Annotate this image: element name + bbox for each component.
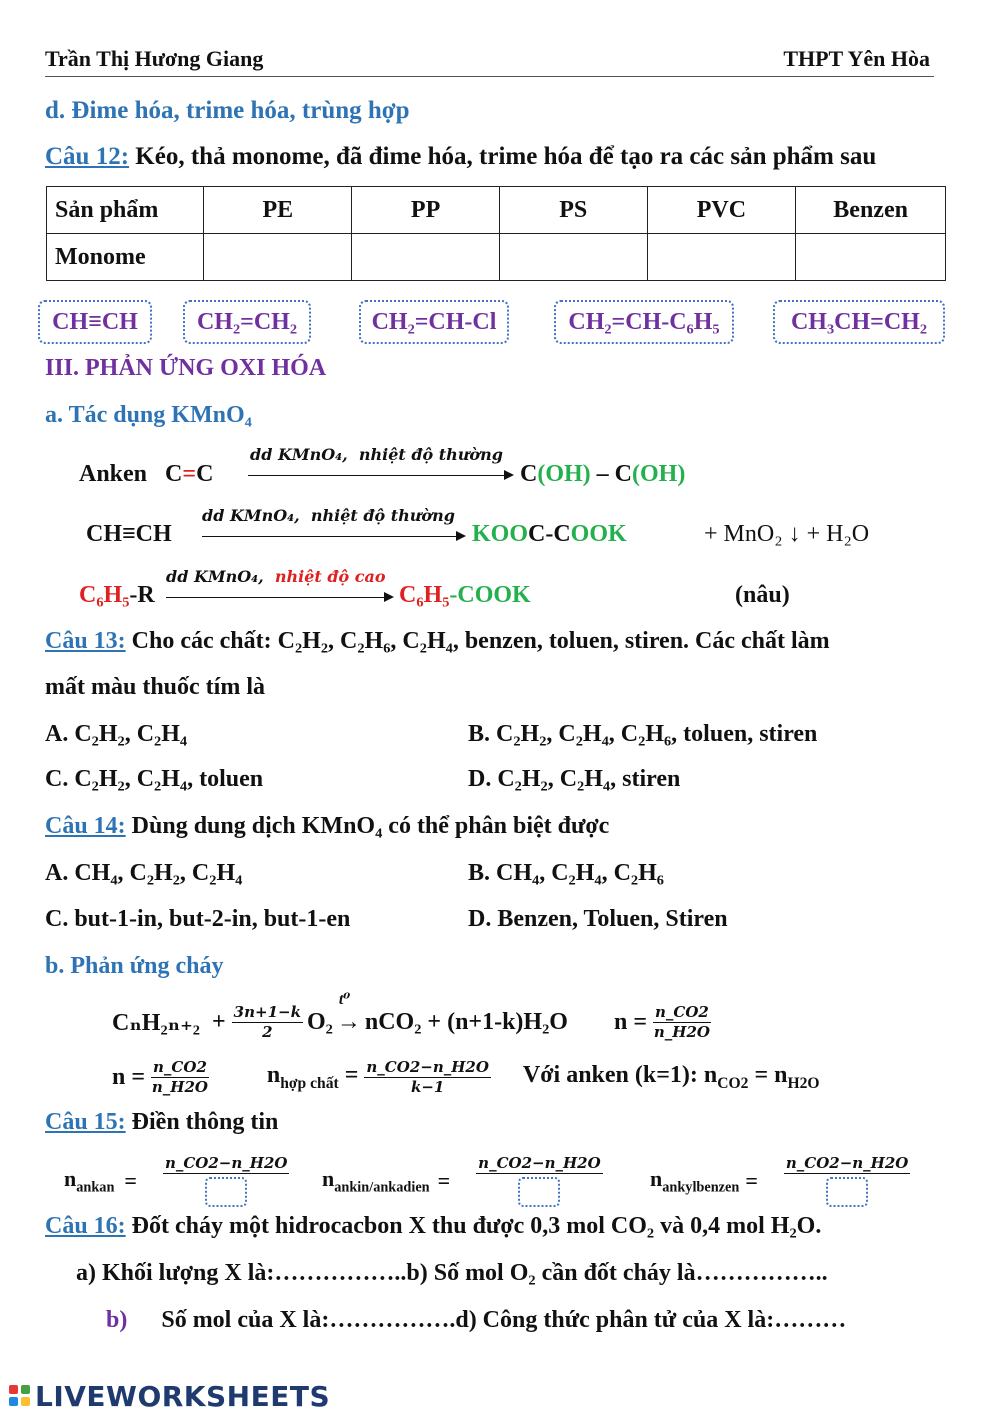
section-b-heading: b. Phản ứng cháy bbox=[45, 953, 224, 979]
formula-row bbox=[112, 1052, 820, 1102]
combustion-n-num: n_CO2 bbox=[655, 1002, 709, 1021]
combustion-coef bbox=[232, 1002, 303, 1041]
section-d-heading: d. Đime hóa, trime hóa, trùng hợp bbox=[45, 97, 410, 124]
combustion-temp: t⁰ bbox=[338, 990, 351, 1008]
combustion-o2: O₂ bbox=[306, 1008, 333, 1035]
drag-chip-ethyne[interactable]: CH≡CH bbox=[38, 300, 152, 344]
q14-prompt bbox=[45, 813, 609, 840]
q13-label: Câu 13: bbox=[45, 628, 126, 654]
q15-n-ankylbenzen: n bbox=[650, 1165, 663, 1191]
q15-frac-ankin bbox=[476, 1153, 603, 1207]
section-iii-heading: III. PHẢN ỨNG OXI HÓA bbox=[45, 355, 327, 381]
reaction-3-p-rest: -COOK bbox=[449, 582, 531, 608]
formula-nhc-label: n bbox=[266, 1061, 281, 1088]
combustion-arrow-wrap bbox=[336, 990, 361, 1036]
table-row bbox=[47, 187, 946, 234]
combustion-n-den: n_H2O bbox=[653, 1022, 710, 1041]
formula-anken-text: Với anken (k=1): n bbox=[522, 1061, 718, 1088]
q16-line-b-label: b) bbox=[106, 1307, 128, 1333]
footer-logo bbox=[8, 1380, 330, 1413]
q15-sub-ankylbenzen: ankylbenzen bbox=[662, 1179, 740, 1196]
q15-item-ankin bbox=[322, 1150, 603, 1212]
section-a-heading: a. Tác dụng KMnO₄ bbox=[45, 402, 252, 428]
q12-table bbox=[46, 186, 946, 281]
combustion-lhs: CₙH₂ₙ₊₂ bbox=[112, 1010, 200, 1036]
drag-chip-propene[interactable]: CH₃CH=CH₂ bbox=[773, 300, 945, 344]
q15-blank-ankylbenzen[interactable] bbox=[826, 1177, 868, 1207]
reaction-1-condition bbox=[250, 445, 503, 464]
combustion-n-eq: n = bbox=[613, 1008, 647, 1035]
combustion-coef-den: 2 bbox=[262, 1022, 273, 1041]
q15-text: Điền thông tin bbox=[125, 1109, 279, 1135]
q12-label: Câu 12: bbox=[45, 143, 130, 170]
reaction-2-side-products: + MnO₂ ↓ + H₂O bbox=[704, 521, 870, 547]
reaction-1-p4: (OH) bbox=[632, 461, 686, 487]
q15-n-ankin: n bbox=[322, 1165, 335, 1191]
q15-sub-ankin: ankin/ankadien bbox=[334, 1179, 430, 1196]
reaction-3-arrow-icon bbox=[166, 597, 392, 598]
formula-n-num: n_CO2 bbox=[153, 1057, 207, 1076]
q14-text: Dùng dung dịch KMnO₄ có thể phân biệt được bbox=[125, 813, 610, 839]
q15-label: Câu 15: bbox=[45, 1109, 126, 1135]
q14-option-a[interactable]: A. CH₄, C₂H₂, C₂H₄ bbox=[45, 860, 243, 886]
q14-option-c[interactable]: C. but-1-in, but-2-in, but-1-en bbox=[45, 906, 351, 932]
reaction-3-reactant bbox=[79, 582, 155, 609]
drop-zone-pe[interactable] bbox=[204, 234, 352, 281]
reaction-2-p1: KOO bbox=[472, 521, 529, 547]
q13-prompt bbox=[45, 628, 830, 655]
reaction-2-arrow-icon bbox=[202, 536, 464, 537]
q15-frac-ankylbenzen bbox=[784, 1153, 911, 1207]
reaction-3-temp: nhiệt độ cao bbox=[274, 567, 386, 586]
reaction-1-reagent: dd KMnO₄, bbox=[250, 445, 348, 464]
q14-option-b[interactable]: B. CH₄, C₂H₄, C₂H₆ bbox=[468, 860, 664, 886]
formula-anken bbox=[523, 1062, 820, 1093]
reaction-3-condition bbox=[166, 567, 386, 586]
q13-text1: Cho các chất: C₂H₂, C₂H₆, C₂H₄, benzen, toluen, stiren. Các chất làm bbox=[125, 628, 830, 654]
q13-text2: mất màu thuốc tím là bbox=[45, 674, 265, 700]
formula-anken-sub1: CO2 bbox=[717, 1074, 749, 1092]
table-row bbox=[47, 234, 946, 281]
reaction-1-p3: – C bbox=[590, 461, 633, 487]
formula-anken-mid: = n bbox=[748, 1061, 788, 1088]
formula-nhc-den: k−1 bbox=[410, 1077, 445, 1096]
q14-label: Câu 14: bbox=[45, 813, 126, 839]
formula-n-eq: n = bbox=[112, 1063, 146, 1090]
formula-nhc bbox=[267, 1062, 359, 1093]
q15-frac-ankan bbox=[163, 1153, 290, 1207]
q13-option-d[interactable]: D. C₂H₂, C₂H₄, stiren bbox=[468, 766, 681, 792]
q15-eq-ankan: = bbox=[124, 1168, 137, 1193]
reaction-2-p2: C-C bbox=[528, 521, 571, 547]
reaction-3-reagent: dd KMnO₄, bbox=[166, 567, 264, 586]
reaction-2-condition bbox=[202, 506, 455, 525]
q14-option-d[interactable]: D. Benzen, Toluen, Stiren bbox=[468, 906, 728, 932]
q15-item-ankylbenzen bbox=[650, 1150, 910, 1212]
q16-label: Câu 16: bbox=[45, 1213, 126, 1239]
q13-option-a[interactable]: A. C₂H₂, C₂H₄ bbox=[45, 721, 188, 747]
reaction-3-p-ring: C₆H₅ bbox=[399, 582, 450, 608]
reaction-2-reagent: dd KMnO₄, bbox=[202, 506, 300, 525]
reaction-1-p2: (OH) bbox=[537, 461, 591, 487]
reaction-1-name: Anken bbox=[79, 461, 148, 487]
formula-n-den: n_H2O bbox=[151, 1077, 208, 1096]
header-author: Trần Thị Hương Giang bbox=[45, 46, 264, 71]
header-divider bbox=[45, 76, 934, 77]
q16-text: Đốt cháy một hidrocacbon X thu được 0,3 mol CO₂ và 0,4 mol H₂O. bbox=[125, 1213, 822, 1239]
q13-option-b[interactable]: B. C₂H₂, C₂H₄, C₂H₆, toluen, stiren bbox=[468, 721, 818, 747]
drag-chip-styrene[interactable]: CH₂=CH-C₆H₅ bbox=[554, 300, 734, 344]
q12-prompt bbox=[45, 143, 876, 171]
table-cell-product: PP bbox=[352, 187, 500, 234]
q15-num-ankylbenzen: n_CO2−n_H2O bbox=[785, 1153, 909, 1172]
q12-text: Kéo, thả monome, đã đime hóa, trime hóa để tạo ra các sản phẩm sau bbox=[129, 143, 877, 170]
table-header-monome: Monome bbox=[47, 234, 204, 281]
reaction-3-rest: -R bbox=[129, 582, 155, 608]
reaction-1-arrow-icon bbox=[248, 475, 512, 476]
drop-zone-pp[interactable] bbox=[352, 234, 500, 281]
q15-n-ankan: n bbox=[64, 1165, 77, 1191]
drop-zone-pvc[interactable] bbox=[647, 234, 796, 281]
q15-eq-ankylbenzen: = bbox=[745, 1168, 758, 1193]
reaction-3-note: (nâu) bbox=[735, 582, 790, 608]
q15-eq-ankin: = bbox=[437, 1168, 451, 1193]
reaction-2-reactant: CH≡CH bbox=[86, 521, 172, 547]
q16-prompt bbox=[45, 1213, 821, 1240]
footer-logo-text: LIVEWORKSHEETS bbox=[35, 1380, 331, 1413]
reaction-1-c1: C bbox=[165, 461, 183, 487]
reaction-1-temp: nhiệt độ thường bbox=[358, 445, 503, 464]
header-school: THPT Yên Hòa bbox=[783, 46, 930, 71]
drop-zone-ps[interactable] bbox=[499, 234, 647, 281]
combustion-equation bbox=[112, 990, 711, 1050]
table-header-product: Sản phẩm bbox=[47, 187, 204, 234]
table-cell-product: Benzen bbox=[796, 187, 946, 234]
q15-blank-ankan[interactable] bbox=[205, 1177, 247, 1207]
q15-prompt bbox=[45, 1109, 278, 1136]
formula-n-frac bbox=[151, 1057, 209, 1096]
reaction-3-ring: C₆H₅ bbox=[79, 582, 130, 608]
formula-nhc-sub: hợp chất bbox=[280, 1074, 339, 1092]
q15-num-ankin: n_CO2−n_H2O bbox=[478, 1153, 601, 1172]
drop-zone-benzen[interactable] bbox=[796, 234, 946, 281]
formula-nhc-eq: = bbox=[344, 1061, 359, 1088]
q13-option-c[interactable]: C. C₂H₂, C₂H₄, toluen bbox=[45, 766, 264, 792]
reaction-1-product bbox=[520, 461, 685, 488]
combustion-coef-num: 3n+1−k bbox=[233, 1002, 301, 1021]
q16-line-b-text: Số mol của X là:…………….d) Công thức phân tử của X là:……… bbox=[161, 1307, 847, 1333]
combustion-arrow-icon: → bbox=[336, 1008, 361, 1035]
table-cell-product: PS bbox=[499, 187, 647, 234]
formula-anken-sub2: H2O bbox=[787, 1074, 820, 1092]
formula-nhc-num: n_CO2−n_H2O bbox=[366, 1057, 489, 1076]
formula-nhc-frac bbox=[364, 1057, 491, 1096]
reaction-2-temp: nhiệt độ thường bbox=[310, 506, 455, 525]
drag-chip-ethene[interactable]: CH₂=CH₂ bbox=[183, 300, 311, 344]
q15-num-ankan: n_CO2−n_H2O bbox=[164, 1153, 288, 1172]
drag-chip-vinyl-chloride[interactable]: CH₂=CH-Cl bbox=[359, 300, 509, 344]
reaction-3-product bbox=[399, 582, 531, 609]
reaction-1-p1: C bbox=[520, 461, 538, 487]
q16-line-b bbox=[106, 1307, 846, 1334]
q15-blank-ankin[interactable] bbox=[518, 1177, 560, 1207]
combustion-plus: + bbox=[211, 1008, 226, 1035]
combustion-n-frac bbox=[653, 1002, 711, 1041]
table-cell-product: PE bbox=[204, 187, 352, 234]
reaction-2-p3: OOK bbox=[570, 521, 627, 547]
reaction-1-c2: C bbox=[196, 461, 214, 487]
combustion-rhs: nCO₂ + (n+1-k)H₂O bbox=[364, 1008, 568, 1035]
q15-sub-ankan: ankan bbox=[76, 1179, 115, 1196]
liveworksheets-logo-icon bbox=[8, 1383, 32, 1409]
table-cell-product: PVC bbox=[647, 187, 796, 234]
reaction-1-bond: = bbox=[182, 461, 197, 487]
q15-item-ankan bbox=[64, 1150, 289, 1212]
q16-line-a: a) Khối lượng X là:……………..b) Số mol O₂ cần đốt cháy là…………….. bbox=[76, 1260, 828, 1286]
reaction-2-product bbox=[472, 521, 627, 548]
reaction-1-lhs bbox=[79, 461, 213, 488]
